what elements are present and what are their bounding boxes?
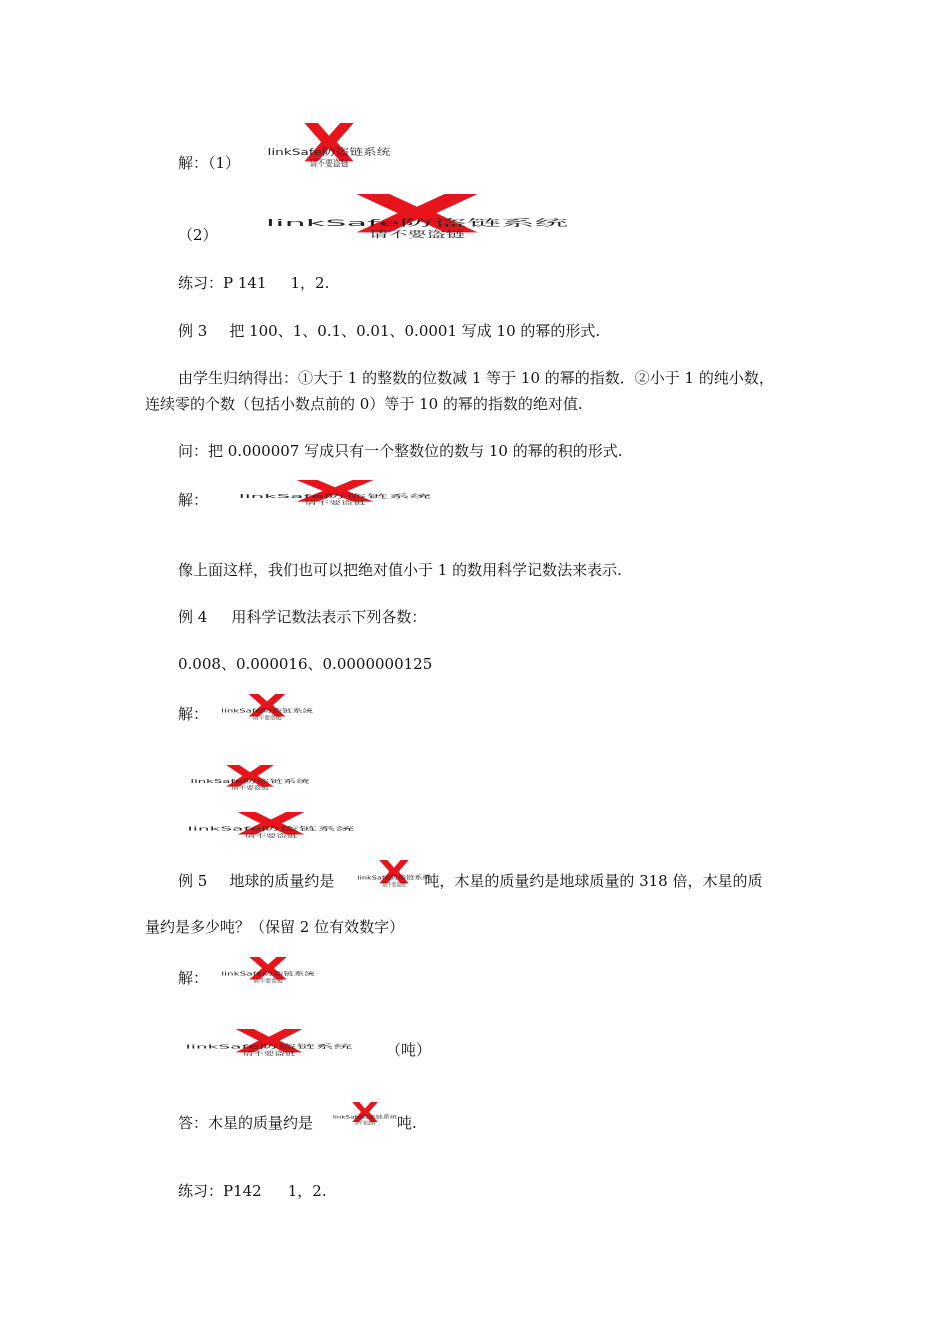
hotlink-caption-2: 请不要盗链 xyxy=(368,229,466,240)
induction-line-1: 由学生归纳得出：①大于 1 的整数的位数减 1 等于 10 的幂的指数．②小于 1 的纯小数， xyxy=(178,369,774,387)
example-4 xyxy=(178,607,426,627)
broken-image-formula xyxy=(230,480,440,506)
hotlink-caption-2: 请不要盗链 xyxy=(253,978,283,984)
hotlink-caption-2: 请不要盗链 xyxy=(242,1050,296,1057)
example-5 xyxy=(178,871,763,891)
practice-2-items: 1，2. xyxy=(287,1182,327,1200)
broken-image-formula xyxy=(180,812,362,839)
broken-image-formula xyxy=(178,1029,360,1057)
hotlink-caption-1: linkSafe防盗链系统 xyxy=(332,1115,370,1121)
example-3 xyxy=(178,321,600,341)
practice-items: 1，2. xyxy=(290,274,330,292)
hotlink-caption-2: 请不要盗链 xyxy=(231,784,269,791)
practice-line-2 xyxy=(178,1181,327,1201)
answer-text-after: 吨. xyxy=(397,1114,417,1132)
question-text: 问：把 0.000007 写成只有一个整数位的数与 10 的幂的积的形式. xyxy=(178,442,623,460)
induction-line-2: 连续零的个数（包括小数点前的 0）等于 10 的幂的指数的绝对值. xyxy=(145,395,583,413)
summary-text: 像上面这样，我们也可以把绝对值小于 1 的数用科学记数法来表示. xyxy=(178,561,622,579)
hotlink-caption-1: linkSafe防盗链系统 xyxy=(357,875,400,882)
answer-text-before: 答：木星的质量约是 xyxy=(178,1114,314,1132)
solution-3-label: 解： xyxy=(178,491,209,509)
hotlink-caption-2: 请不要盗链 xyxy=(354,1121,376,1126)
practice-label: 练习：P 141 xyxy=(178,274,267,292)
broken-image-formula xyxy=(217,694,317,721)
hotlink-caption-2: 请不要盗链 xyxy=(252,715,282,721)
solution-5-label: 解： xyxy=(178,969,209,987)
solution-1-label: 解：（1） xyxy=(178,154,241,172)
ton-unit: （吨） xyxy=(386,1041,432,1059)
example-5-text-after: 吨，木星的质量约是地球质量的 318 倍，木星的质 xyxy=(424,872,763,890)
example-5-label: 例 5 xyxy=(178,872,208,890)
solution-4-label: 解： xyxy=(178,705,209,723)
broken-image-formula xyxy=(330,1102,400,1126)
hotlink-caption-1: linkSafe防盗链系统 xyxy=(221,708,274,715)
hotlink-caption-1: linkSafe防盗链系统 xyxy=(185,1043,354,1050)
broken-image-formula xyxy=(252,194,582,240)
hotlink-caption-1: linkSafe防盗链系统 xyxy=(238,493,433,500)
practice-2-label: 练习：P142 xyxy=(178,1182,262,1200)
broken-image-formula xyxy=(185,765,315,791)
broken-image-formula xyxy=(354,860,434,888)
hotlink-caption-1: linkSafe防盗链系统 xyxy=(190,778,311,785)
hotlink-caption-1: linkSafe防盗链系统 xyxy=(187,825,356,833)
example-4-label: 例 4 xyxy=(178,608,208,626)
hotlink-caption-2: 请不要盗链 xyxy=(309,157,349,169)
hotlink-caption-1: linkSafe防盗链系统 xyxy=(265,217,569,229)
numbers-list: 0.008、0.000016、0.0000000125 xyxy=(178,655,433,673)
example-5-line-2: 量约是多少吨？（保留 2 位有效数字） xyxy=(145,918,405,936)
broken-image-formula xyxy=(217,957,319,984)
hotlink-caption-1: linkSafe防盗链系统 xyxy=(221,972,275,978)
hotlink-caption-2: 请不要盗链 xyxy=(304,500,366,506)
broken-image-formula xyxy=(262,123,396,169)
example-3-text: 把 100、1、0.1、0.01、0.0001 写成 10 的幂的形式. xyxy=(229,322,601,340)
example-5-text-before: 地球的质量约是 xyxy=(229,872,335,890)
solution-2-label: （2） xyxy=(178,226,218,244)
example-3-label: 例 3 xyxy=(178,322,208,340)
example-4-text: 用科学记数法表示下列各数： xyxy=(231,608,427,626)
hotlink-caption-2: 请不要盗链 xyxy=(382,882,406,888)
hotlink-caption-1: linkSafe防盗链系统 xyxy=(267,146,392,158)
practice-line-1 xyxy=(178,273,329,293)
hotlink-caption-2: 请不要盗链 xyxy=(244,832,298,839)
